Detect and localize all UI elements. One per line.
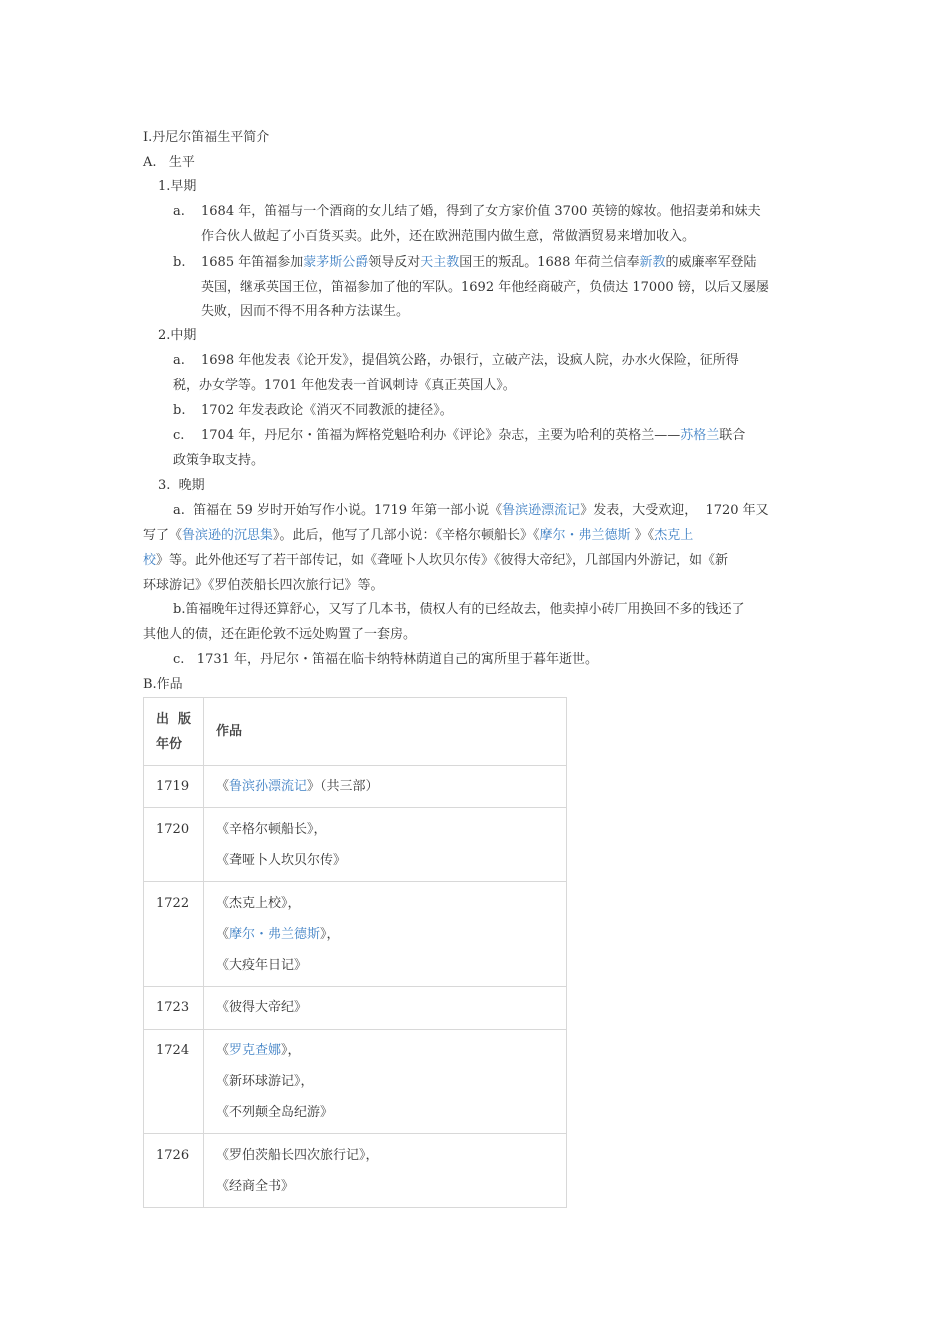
text-run: 的威廉率军登陆 [665, 255, 757, 270]
row-divider [144, 807, 566, 808]
row-divider [144, 1133, 566, 1134]
paragraph-line: 环球游记》《罗伯茨船长四次旅行记》等。 [143, 578, 384, 593]
text-run: 1685 年笛福参加 [201, 255, 304, 270]
paragraph-line [201, 254, 757, 272]
header-year-line2: 年份 [156, 737, 183, 752]
link-robinson-crusoe[interactable]: 鲁滨逊漂流记 [502, 503, 581, 518]
paragraph-line: 其他人的债，还在距伦敦不远处购置了一套房。 [143, 627, 417, 642]
paragraph-line: 作合伙人做起了小百货买卖。此外，还在欧洲范围内做生意，常做酒贸易来增加收入。 [201, 229, 696, 244]
list-marker: b. [173, 403, 186, 418]
table-cell-year: 1724 [156, 1043, 190, 1058]
works-table [143, 697, 567, 1208]
table-cell-work: 《彼得大帝纪》 [216, 1000, 308, 1015]
paragraph-line: 1698 年他发表《论开发》，提倡筑公路，办银行，立破产法，设疯人院，办水火保险，征所得 [201, 353, 739, 368]
text-run: 》。此后，他写了几部小说：《辛格尔顿船长》《 [273, 528, 540, 543]
table-cell-work: 《新环球游记》， [216, 1074, 314, 1089]
early-period-title: 1.早期 [158, 179, 197, 194]
table-cell-work: 《罗伯茨船长四次旅行记》， [216, 1148, 379, 1163]
header-works: 作品 [216, 724, 243, 739]
table-cell-year: 1719 [156, 779, 190, 794]
table-cell-year: 1723 [156, 1000, 190, 1015]
paragraph-line [143, 552, 728, 570]
text-run: 联合 [719, 428, 746, 443]
row-divider [144, 765, 566, 766]
text-run: 《 [216, 1043, 230, 1058]
list-marker: a. [173, 204, 185, 219]
link-moll-flanders-table[interactable]: 摩尔・弗兰德斯 [229, 927, 321, 942]
text-run: 国王的叛乱。1688 年荷兰信奉 [459, 255, 640, 270]
row-divider [144, 881, 566, 882]
middle-period-title: 2.中期 [158, 328, 197, 343]
row-divider [144, 1029, 566, 1030]
text-run: 领导反对 [368, 255, 421, 270]
table-cell-year: 1722 [156, 896, 190, 911]
row-divider [144, 986, 566, 987]
paragraph-line [143, 527, 693, 545]
table-cell-work: 《大疫年日记》 [216, 958, 308, 973]
text-run: 1704 年，丹尼尔・笛福为辉格党魁哈利办《评论》杂志，主要为哈利的英格兰—— [201, 428, 681, 443]
table-cell-work: 《不列颠全岛纪游》 [216, 1105, 334, 1120]
table-cell-work: 《聋哑卜人坎贝尔传》 [216, 853, 347, 868]
link-colonel-jack[interactable]: 杰克上 [654, 528, 694, 543]
table-cell-work: 《辛格尔顿船长》， [216, 822, 327, 837]
link-moll-flanders[interactable]: 摩尔・弗兰德斯 [539, 528, 631, 543]
document-heading: I.丹尼尔笛福生平简介 [143, 130, 270, 145]
table-cell-work [216, 778, 379, 796]
table-cell-work [216, 1042, 301, 1060]
paragraph-line: 税，办女学等。1701 年他发表一首讽刺诗《真正英国人》。 [173, 378, 516, 393]
paragraph-line: b.笛福晚年过得还算舒心，又写了几本书，债权人有的已经故去，他卖掉小砖厂用换回不多的钱还了 [173, 602, 745, 617]
section-b-title: B.作品 [143, 677, 183, 692]
link-scotland[interactable]: 苏格兰 [680, 428, 720, 443]
text-run: 》发表，大受欢迎， 1720 年又 [580, 503, 769, 518]
text-run: 《 [216, 927, 230, 942]
table-cell-year: 1720 [156, 822, 190, 837]
text-run: 写了《 [143, 528, 183, 543]
table-cell-work: 《经商全书》 [216, 1179, 295, 1194]
text-run: 》《 [630, 528, 655, 543]
paragraph-line [201, 427, 745, 445]
text-run: 》等。此外他还写了若干部传记，如《聋哑卜人坎贝尔传》《彼得大帝纪》，几部国内外游记，如《新 [156, 553, 729, 568]
paragraph-line: 1684 年，笛福与一个酒商的女儿结了婚，得到了女方家价值 3700 英镑的嫁妆。他招妻弟和妹夫 [201, 204, 761, 219]
link-colonel-jack-cont[interactable]: 校 [143, 553, 157, 568]
list-marker: b. [173, 255, 186, 270]
text-run: 》， [320, 927, 340, 942]
table-cell-work: 《杰克上校》， [216, 896, 301, 911]
link-roxana-table[interactable]: 罗克查娜 [229, 1043, 282, 1058]
link-monmouth[interactable]: 蒙茅斯公爵 [303, 255, 369, 270]
paragraph-line: 1702 年发表政论《消灭不同教派的捷径》。 [201, 403, 453, 418]
text-run: a. 笛福在 59 岁时开始写作小说。1719 年第一部小说《 [173, 503, 503, 518]
paragraph-line: c. 1731 年，丹尼尔・笛福在临卡纳特林荫道自己的寓所里于暮年逝世。 [173, 652, 599, 667]
text-run: 》（共三部） [307, 779, 379, 794]
table-cell-work [216, 926, 340, 944]
link-protestantism[interactable]: 新教 [639, 255, 666, 270]
link-robinson-crusoe-table[interactable]: 鲁滨孙漂流记 [229, 779, 308, 794]
list-marker: c. [173, 428, 185, 443]
link-serious-reflections[interactable]: 鲁滨逊的沉思集 [182, 528, 274, 543]
text-run: 《 [216, 779, 230, 794]
column-divider [203, 698, 204, 1207]
paragraph-line [173, 502, 769, 520]
text-run: 》， [281, 1043, 301, 1058]
paragraph-line: 政策争取支持。 [173, 453, 265, 468]
link-catholicism[interactable]: 天主教 [420, 255, 460, 270]
late-period-title: 3. 晚期 [158, 478, 205, 493]
paragraph-line: 英国，继承英国王位，笛福参加了他的军队。1692 年他经商破产，负债达 17000 镑，以后又屡屡 [201, 280, 769, 295]
paragraph-line: 失败，因而不得不用各种方法谋生。 [201, 304, 410, 319]
section-a-title: A. 生平 [143, 155, 195, 170]
table-cell-year: 1726 [156, 1148, 190, 1163]
header-year-line1: 出 版 [156, 712, 192, 727]
list-marker: a. [173, 353, 185, 368]
